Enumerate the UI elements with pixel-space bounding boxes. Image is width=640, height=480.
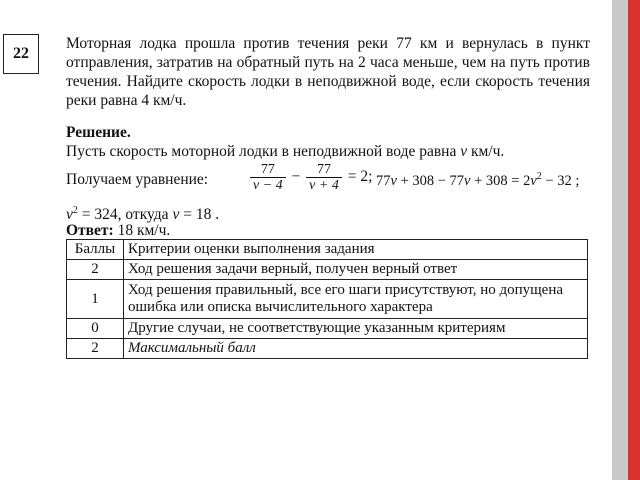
result-var-1: v	[66, 206, 73, 224]
result-value: = 18 .	[183, 206, 220, 224]
row-score: 1	[67, 280, 124, 319]
row-score: 2	[67, 260, 124, 280]
equation-1	[248, 162, 372, 193]
table-header-row	[67, 240, 588, 260]
intro-after: км/ч.	[470, 143, 505, 160]
result-equation: = 324	[81, 206, 118, 224]
minus-sign: −	[291, 168, 301, 186]
eq2-var-3: v	[530, 172, 537, 189]
answer-value: 18 км/ч.	[117, 222, 171, 239]
criteria-table	[66, 239, 588, 359]
table-row	[67, 319, 588, 339]
table-row	[67, 260, 588, 280]
eq2-part-d: − 32 ;	[545, 172, 580, 189]
equation-1-tail: = 2;	[347, 168, 373, 186]
row-criteria: Ход решения правильный, все его шаги присутствуют, но допущена ошибка или описка вычислительного характера	[124, 280, 588, 319]
row-score: 2	[67, 339, 124, 359]
header-criteria: Критерии оценки выполнения задания	[124, 240, 588, 260]
solution-intro	[66, 143, 504, 161]
eq2-var-1: v	[390, 172, 397, 189]
row-criteria: Другие случаи, не соответствующие указанным критериям	[124, 319, 588, 339]
row-criteria: Ход решения задачи верный, получен верный ответ	[124, 260, 588, 280]
task-number: 22	[13, 45, 29, 62]
equation-2	[376, 171, 579, 190]
fraction-2-numerator: 77	[306, 162, 342, 178]
eq2-part-a: 77	[376, 172, 391, 189]
fraction-1-numerator: 77	[250, 162, 286, 178]
fraction-2	[306, 162, 342, 193]
eq2-exponent: 2	[536, 171, 542, 182]
equation-label: Получаем уравнение:	[66, 171, 209, 188]
eq2-part-c: + 308 = 2	[474, 172, 531, 189]
result-middle: , откуда	[117, 206, 169, 224]
fraction-1	[250, 162, 286, 193]
decorative-red-stripe	[628, 0, 640, 480]
eq2-part-b: + 308 − 77	[400, 172, 465, 189]
equation-row	[66, 160, 606, 202]
solution-title: Решение.	[66, 124, 131, 141]
answer-label: Ответ:	[66, 222, 114, 239]
result-exponent: 2	[72, 205, 78, 216]
task-number-box	[3, 34, 39, 74]
row-criteria: Максимальный балл	[124, 339, 588, 359]
decorative-gray-stripe	[612, 0, 628, 480]
variable-v: v	[460, 143, 468, 160]
answer-line	[66, 222, 170, 240]
intro-before: Пусть скорость моторной лодки в неподвижной воде равна	[66, 143, 457, 160]
fraction-1-denominator: v − 4	[253, 178, 283, 193]
table-row	[67, 339, 588, 359]
table-row	[67, 280, 588, 319]
problem-statement: Моторная лодка прошла против течения реки 77 км и вернулась в пункт отправления, затратив на обратный путь на 2 часа меньше, чем на путь против течения. Найдите скорость лодки в неподвижной воде, если скорость течения реки равна 4 км/ч.	[66, 35, 590, 109]
fraction-2-denominator: v + 4	[309, 178, 339, 193]
row-score: 0	[67, 319, 124, 339]
result-var-2: v	[172, 206, 180, 224]
header-score: Баллы	[67, 240, 124, 260]
eq2-var-2: v	[464, 172, 471, 189]
